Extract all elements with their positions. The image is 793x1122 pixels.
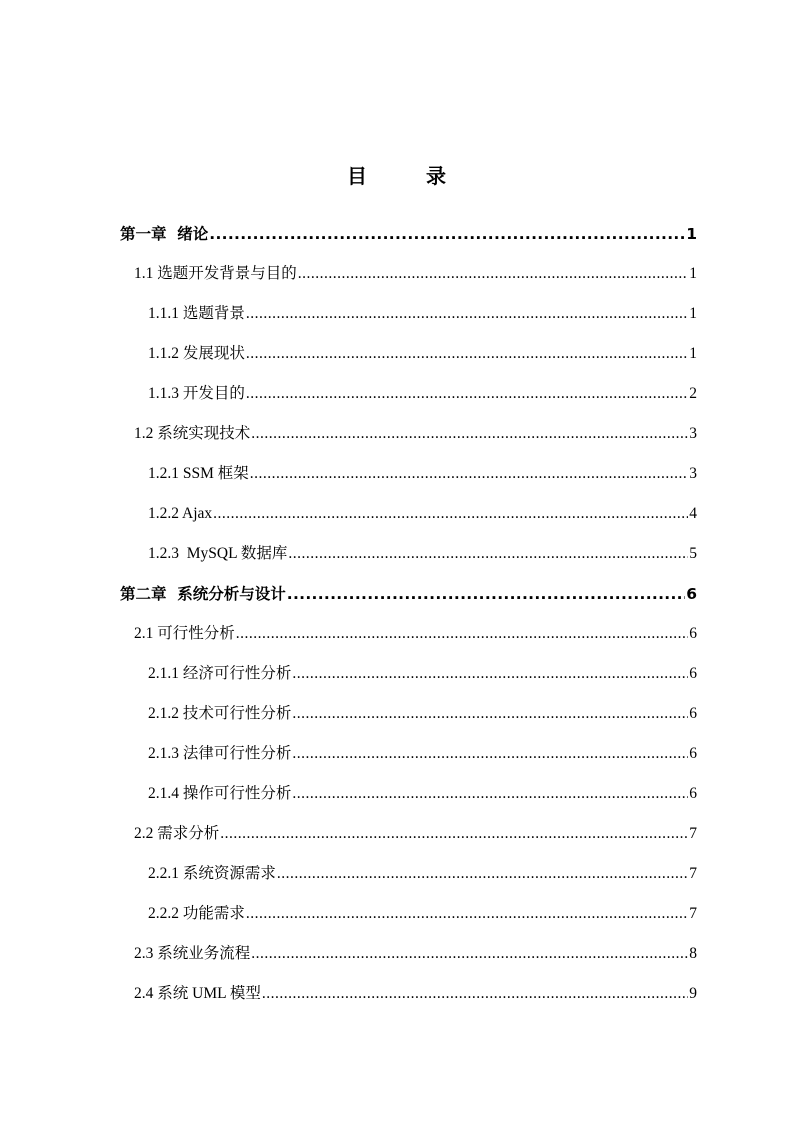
toc-entry[interactable]: [120, 574, 697, 614]
toc-entry-label: 2.1.2 技术可行性分析: [148, 705, 292, 722]
dot-leader: [292, 774, 688, 814]
toc-entry[interactable]: [134, 934, 697, 974]
dot-leader: [251, 414, 688, 454]
toc-page-number: 1: [689, 345, 697, 362]
toc-entry-label: 2.1.3 法律可行性分析: [148, 745, 292, 762]
dot-leader: [287, 574, 685, 614]
dot-leader: [292, 694, 688, 734]
toc-entry[interactable]: [148, 854, 697, 894]
toc-entry-label: 2.1 可行性分析: [134, 625, 235, 642]
toc-page-number: 9: [689, 985, 697, 1002]
toc-entry[interactable]: [148, 334, 697, 374]
toc-entry-label: 2.2 需求分析: [134, 825, 220, 842]
toc-entry-label: 1.2 系统实现技术: [134, 425, 251, 442]
toc-entry[interactable]: [148, 894, 697, 934]
toc-page-number: 3: [689, 425, 697, 442]
toc-page-number: 8: [689, 945, 697, 962]
dot-leader: [292, 734, 688, 774]
dot-leader: [236, 614, 688, 654]
toc-page-number: 3: [689, 465, 697, 482]
toc-entry-label: 2.2.1 系统资源需求: [148, 865, 276, 882]
dot-leader: [277, 854, 688, 894]
dot-leader: [246, 374, 688, 414]
dot-leader: [250, 454, 688, 494]
toc-entry[interactable]: [148, 494, 697, 534]
toc-entry[interactable]: [148, 654, 697, 694]
toc-page-number: 1: [686, 225, 697, 243]
toc-page-number: 2: [689, 385, 697, 402]
toc-entry[interactable]: [134, 814, 697, 854]
dot-leader: [298, 254, 688, 294]
toc-page-number: 6: [689, 665, 697, 682]
toc-entry[interactable]: [120, 214, 697, 254]
dot-leader: [213, 494, 688, 534]
dot-leader: [288, 534, 688, 574]
toc-page-number: 1: [689, 265, 697, 282]
toc-entry-label: 第一章 绪论: [120, 225, 209, 243]
toc-page-number: 7: [689, 825, 697, 842]
dot-leader: [209, 214, 685, 254]
toc-entry[interactable]: [134, 614, 697, 654]
dot-leader: [246, 294, 688, 334]
dot-leader: [246, 894, 688, 934]
toc-entry-label: 2.1.4 操作可行性分析: [148, 785, 292, 802]
toc-entry[interactable]: [148, 294, 697, 334]
dot-leader: [246, 334, 688, 374]
toc-page-number: 4: [689, 505, 697, 522]
toc-entry[interactable]: [134, 974, 697, 1014]
toc-page-number: 1: [689, 305, 697, 322]
toc-entry[interactable]: [134, 254, 697, 294]
toc-page-number: 7: [689, 865, 697, 882]
toc-page-number: 6: [689, 745, 697, 762]
toc-entry-label: 1.1 选题开发背景与目的: [134, 265, 297, 282]
toc-entry[interactable]: [148, 374, 697, 414]
toc-entry-label: 2.2.2 功能需求: [148, 905, 245, 922]
toc-entry-label: 1.1.3 开发目的: [148, 385, 245, 402]
dot-leader: [292, 654, 688, 694]
toc-entry-label: 1.2.3 MySQL 数据库: [148, 545, 288, 562]
dot-leader: [220, 814, 688, 854]
toc-entry-label: 1.2.1 SSM 框架: [148, 465, 249, 482]
toc-entry-label: 2.4 系统 UML 模型: [134, 985, 261, 1002]
dot-leader: [251, 934, 688, 974]
toc-page-number: 6: [686, 585, 697, 603]
toc-entry[interactable]: [148, 734, 697, 774]
toc-page-number: 5: [689, 545, 697, 562]
toc-entry[interactable]: [148, 694, 697, 734]
toc-entry-label: 2.3 系统业务流程: [134, 945, 251, 962]
toc-entry-label: 2.1.1 经济可行性分析: [148, 665, 292, 682]
toc-page-number: 7: [689, 905, 697, 922]
toc-entry[interactable]: [134, 414, 697, 454]
toc-entry-label: 第二章 系统分析与设计: [120, 585, 286, 603]
toc-title: 目 录: [347, 164, 472, 188]
toc-entry-label: 1.1.1 选题背景: [148, 305, 245, 322]
dot-leader: [262, 974, 688, 1014]
toc-page-number: 6: [689, 785, 697, 802]
toc-page-number: 6: [689, 625, 697, 642]
toc-entry[interactable]: [148, 454, 697, 494]
toc-entry-label: 1.2.2 Ajax: [148, 505, 213, 522]
toc-page-number: 6: [689, 705, 697, 722]
toc-entry-label: 1.1.2 发展现状: [148, 345, 245, 362]
toc-entry[interactable]: [148, 774, 697, 814]
toc-entry[interactable]: [148, 534, 697, 574]
